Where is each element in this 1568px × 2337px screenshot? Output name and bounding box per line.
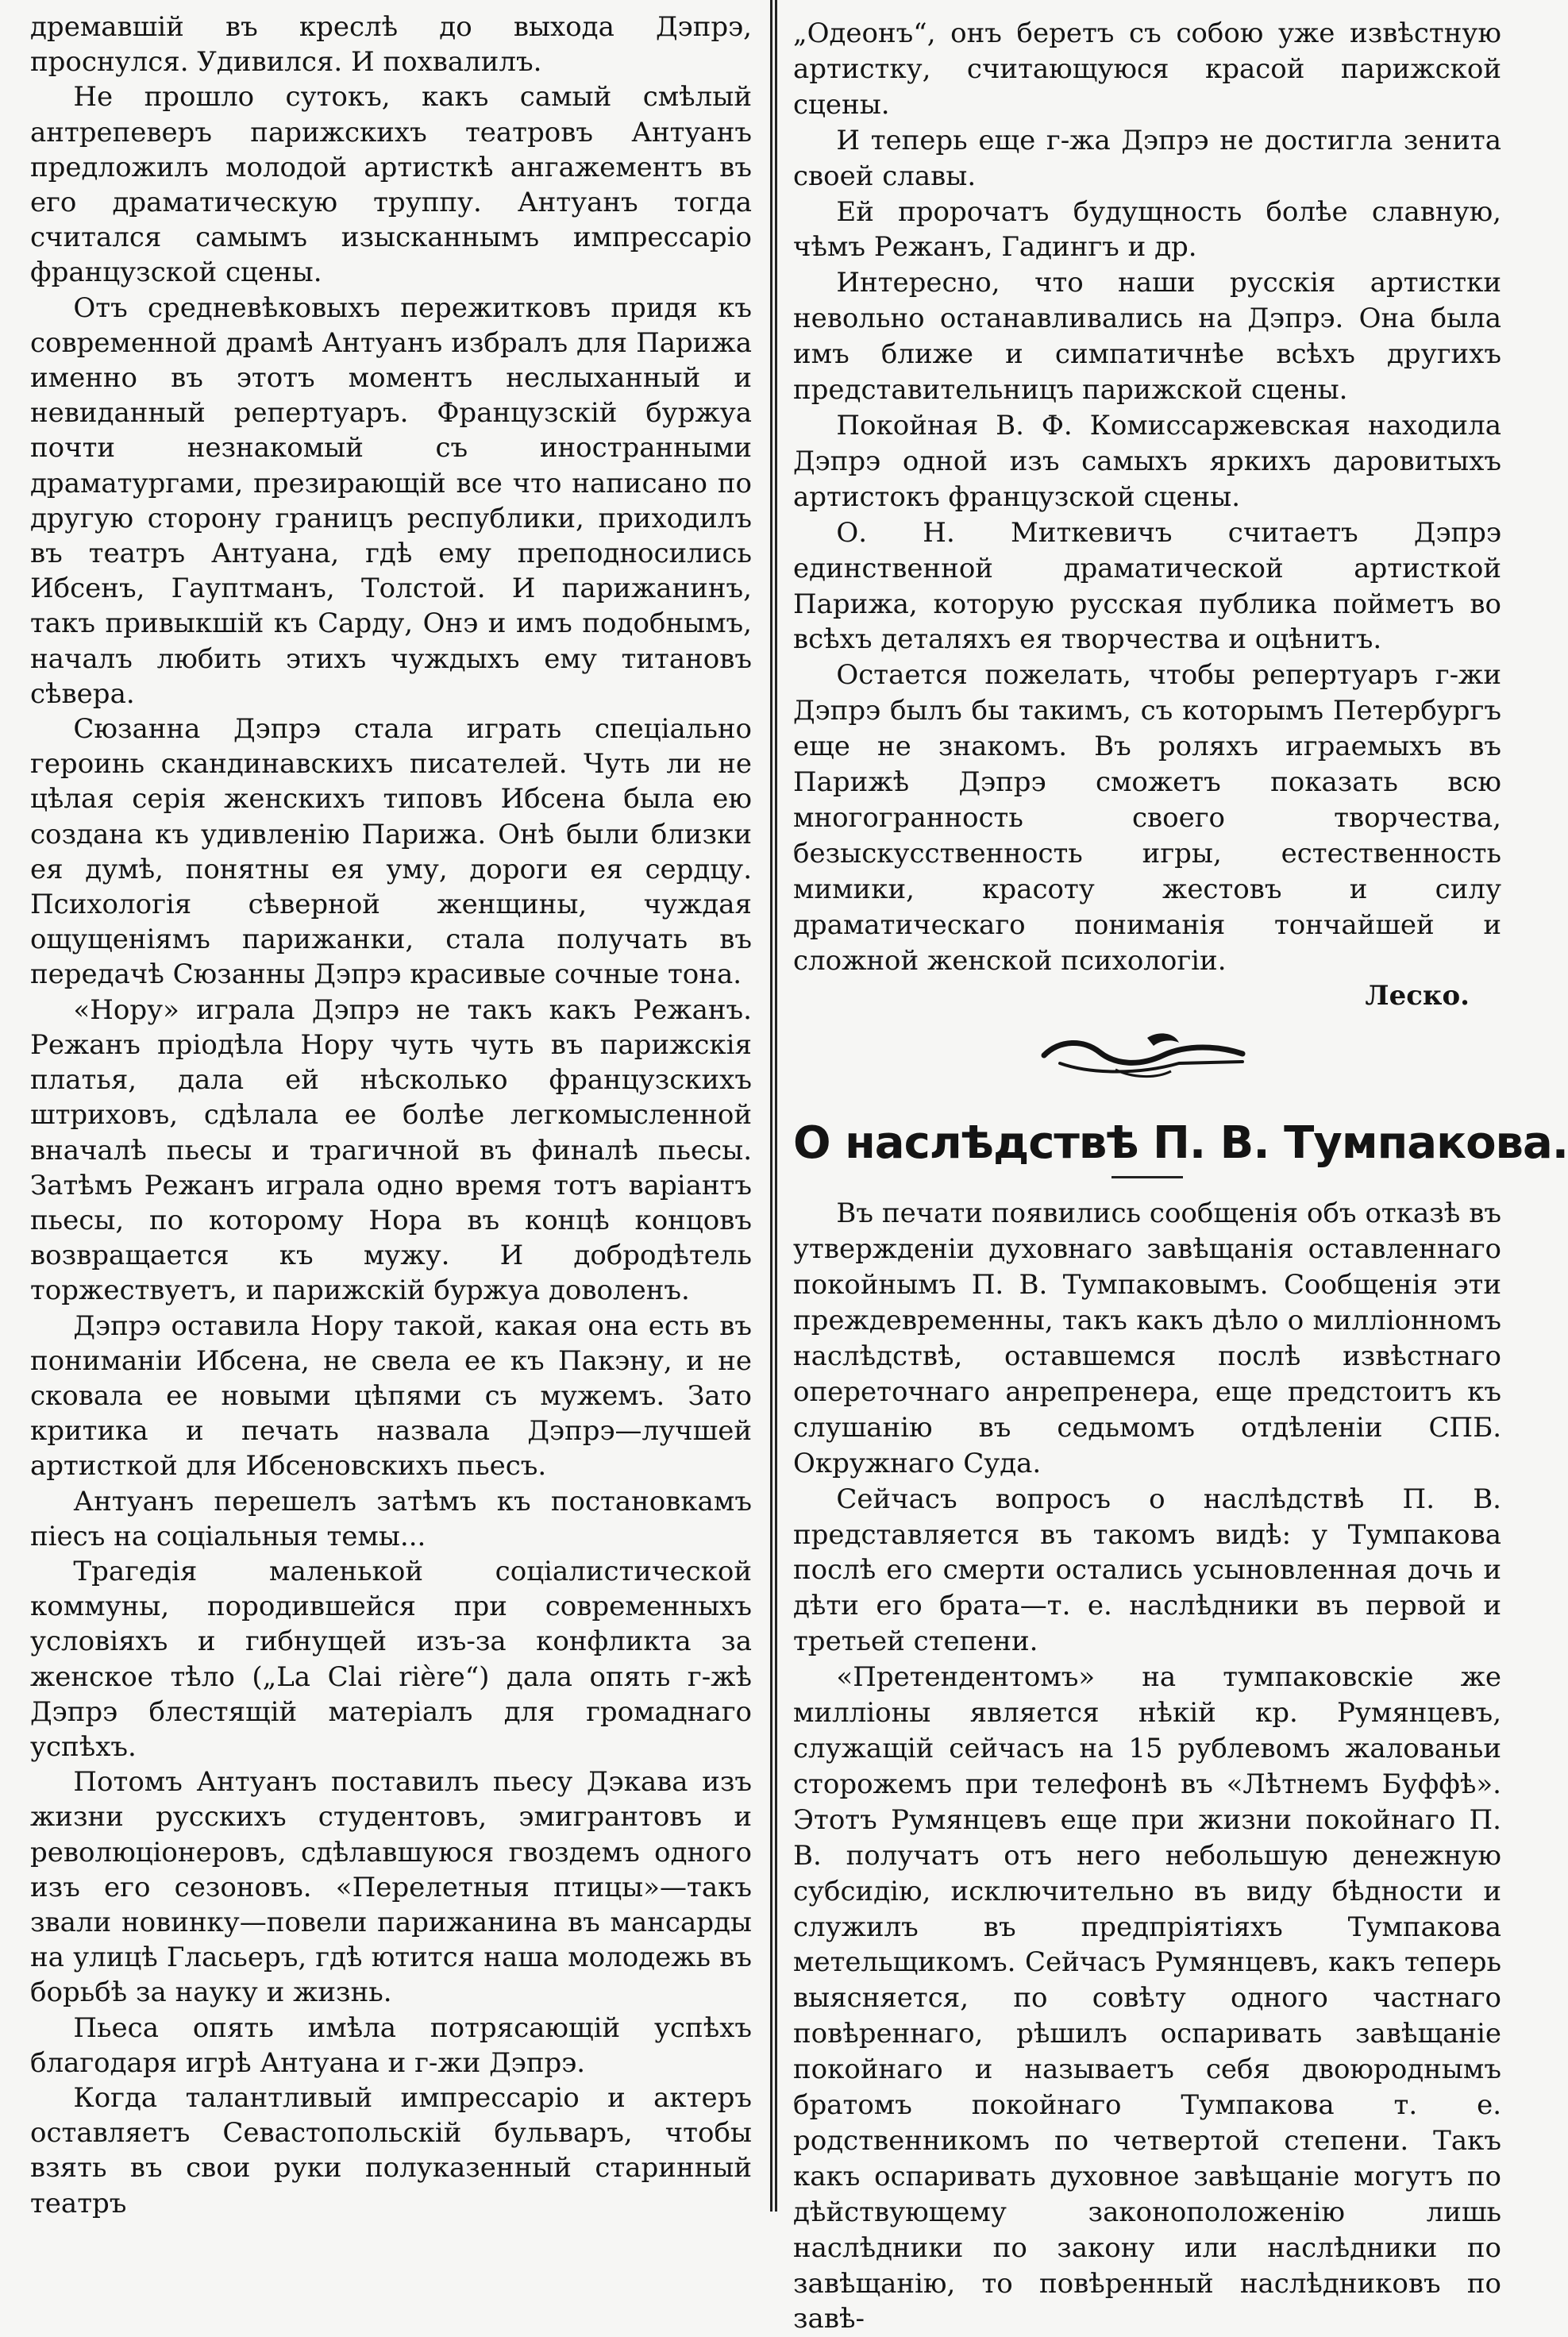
left-column: [16, 0, 766, 2219]
right-column: [782, 0, 1568, 2335]
article-paragraph: дремавшій въ креслѣ до выхода Дэпрэ, проснулся. Удивился. И похвалилъ.: [30, 11, 752, 79]
ornament-divider: [1028, 1022, 1266, 1086]
article-paragraph: Пьеса опять имѣла потрясающій успѣхъ благодаря игрѣ Антуана и г-жи Дэпрэ.: [30, 2011, 752, 2079]
article-paragraph: Отъ средневѣковыхъ пережитковъ придя къ современной драмѣ Антуанъ избралъ для Парижа именно въ этотъ моментъ неслыханный и невиданный репертуаръ. Французскій буржуа почти незнакомый съ иностранными драматургами, презирающій все что написано по другую сторону границъ республики, приходилъ въ театръ Антуана, гдѣ ему преподносились Ибсенъ, Гауптманъ, Толстой. И парижанинъ, такъ привыкшій къ Сарду, Онэ и имъ подобнымъ, началъ любить этихъ чуждыхъ ему титановъ сѣвера.: [30, 291, 752, 710]
article-paragraph: Сюзанна Дэпрэ стала играть спеціально героинь скандинавскихъ писателей. Чуть ли не цѣлая серія женскихъ типовъ Ибсена была ею создана къ удивленію Парижа. Онѣ были близки ея думѣ, понятны ея уму, дороги ея сердцу. Психологія сѣверной женщины, чуждая ощущеніямъ парижанки, стала получать въ передачѣ Сюзанны Дэпрэ красивые сочные тона.: [30, 713, 752, 991]
headline-rule: [1111, 1176, 1183, 1178]
article-paragraph: «Претендентомъ» на тумпаковскіе же милліоны является нѣкій кр. Румянцевъ, служащій сейчасъ на 15 рублевомъ жалованьи сторожемъ при телефонѣ въ «Лѣтнемъ Буффѣ». Этотъ Румянцевъ еще при жизни покойнаго П. В. получатъ отъ него небольшую денежную субсидію, исключительно въ виду бѣдности и служилъ въ предпріятіяхъ Тумпакова метельщикомъ. Сейчасъ Румянцевъ, какъ теперь выясняется, по совѣту одного частнаго повѣреннаго, рѣшилъ оспаривать завѣщаніе покойнаго и называетъ себя двоюроднымъ братомъ покойнаго Тумпакова т. е. родственникомъ по четвертой степени. Такъ какъ оспаривать духовное завѣщаніе могутъ по дѣйствующему законоположенію лишь наслѣдники по закону или наслѣдники по завѣщанію, то повѣренный наслѣдниковъ по завѣ-: [793, 1661, 1501, 2335]
article-paragraph: „Одеонъ“, онъ беретъ съ собою уже извѣстную артистку, считающуюся красой парижской сцены.: [793, 17, 1501, 121]
headline: О наслѣдствѣ П. В. Тумпакова.: [793, 1117, 1568, 1170]
article-paragraph: Дэпрэ оставила Нору такой, какая она есть въ пониманіи Ибсена, не свела ее къ Пакэну, и не сковала ее новыми цѣпями съ мужемъ. Зато критика и печать назвала Дэпрэ—лучшей артисткой для Ибсеновскихъ пьесъ.: [30, 1309, 752, 1483]
article-paragraph: Въ печати появились сообщенія объ отказѣ въ утвержденіи духовнаго завѣщанія оставленнаго покойнымъ П. В. Тумпаковымъ. Сообщенія эти преждевременны, такъ какъ дѣло о милліонномъ наслѣдствѣ, оставшемся послѣ извѣстнаго опереточнаго анрепренера, еще предстоитъ къ слушанію въ седьмомъ отдѣленіи СПБ. Окружнаго Суда.: [793, 1197, 1501, 1479]
article-paragraph: Покойная В. Ф. Комиссаржевская находила Дэпрэ одной изъ самыхъ яркихъ даровитыхъ артистокъ французской сцены.: [793, 409, 1501, 513]
article-paragraph: И теперь еще г-жа Дэпрэ не достигла зенита своей славы.: [793, 124, 1501, 192]
article-paragraph: Когда талантливый импрессаріо и актеръ оставляетъ Севастопольскій бульваръ, чтобы взять въ свои руки полуказенный старинный театръ: [30, 2081, 752, 2219]
article-paragraph: Антуанъ перешелъ затѣмъ къ постановкамъ піесъ на соціальныя темы...: [30, 1485, 752, 1552]
article-paragraph: Ей пророчатъ будущность болѣе славную, чѣмъ Режанъ, Гадингъ и др.: [793, 195, 1501, 264]
column-divider: [770, 0, 777, 2212]
article-paragraph: Не прошло сутокъ, какъ самый смѣлый антрепеверъ парижскихъ театровъ Антуанъ предложилъ молодой артисткѣ ангажементъ въ его драматическую труппу. Антуанъ тогда считался самымъ изысканнымъ импрессаріо французской сцены.: [30, 81, 752, 289]
article-paragraph: Трагедія маленькой соціалистической коммуны, породившейся при современныхъ условіяхъ и гибнущей изъ-за конфликта за женское тѣло („La Clai rière“) дала опять г-жѣ Дэпрэ блестящій матеріалъ для громаднаго успѣхъ.: [30, 1555, 752, 1763]
article-paragraph: О. Н. Миткевичъ считаетъ Дэпрэ единственной драматической артисткой Парижа, которую русская публика пойметъ во всѣхъ деталяхъ ея творчества и оцѣнитъ.: [793, 516, 1501, 656]
article-paragraph: Остается пожелать, чтобы репертуаръ г-жи Дэпрэ былъ бы такимъ, съ которымъ Петербургъ еще не знакомъ. Въ роляхъ играемыхъ въ Парижѣ Дэпрэ сможетъ показать всю многогранность своего творчества, безыскусственность игры, естественность мимики, красоту жестовъ и силу драматическаго пониманія тончайшей и сложной женской психологіи.: [793, 659, 1501, 977]
article-paragraph: Потомъ Антуанъ поставилъ пьесу Дэкава изъ жизни русскихъ студентовъ, эмигрантовъ и революціонеровъ, сдѣлавшуюся гвоздемъ одного изъ его сезоновъ. «Перелетныя птицы»—такъ звали новинку—повели парижанина въ мансарды на улицѣ Гласьеръ, гдѣ ютится наша молодежь въ борьбѣ за науку и жизнь.: [30, 1766, 752, 2009]
author-signature: Леско.: [1365, 980, 1470, 1012]
article-paragraph: «Нору» играла Дэпрэ не такъ какъ Режанъ. Режанъ пріодѣла Нору чуть чуть въ парижскія платья, дала ей нѣсколько французскихъ штриховъ, сдѣлала ее болѣе легкомысленной вначалѣ пьесы и трагичной въ финалѣ пьесы. Затѣмъ Режанъ играла одно время тотъ варіантъ пьесы, по которому Нора въ концѣ концовъ возвращается къ мужу. И добродѣтель торжествуетъ, и парижскій буржуа доволенъ.: [30, 993, 752, 1307]
article-paragraph: Сейчасъ вопросъ о наслѣдствѣ П. В. представляется въ такомъ видѣ: у Тумпакова послѣ его смерти остались усыновленная дочь и дѣти его брата—т. е. наслѣдники въ первой и третьей степени.: [793, 1483, 1501, 1658]
article-paragraph: Интересно, что наши русскія артистки невольно останавливались на Дэпрэ. Она была имъ ближе и симпатичнѣе всѣхъ другихъ представительницъ парижской сцены.: [793, 267, 1501, 407]
